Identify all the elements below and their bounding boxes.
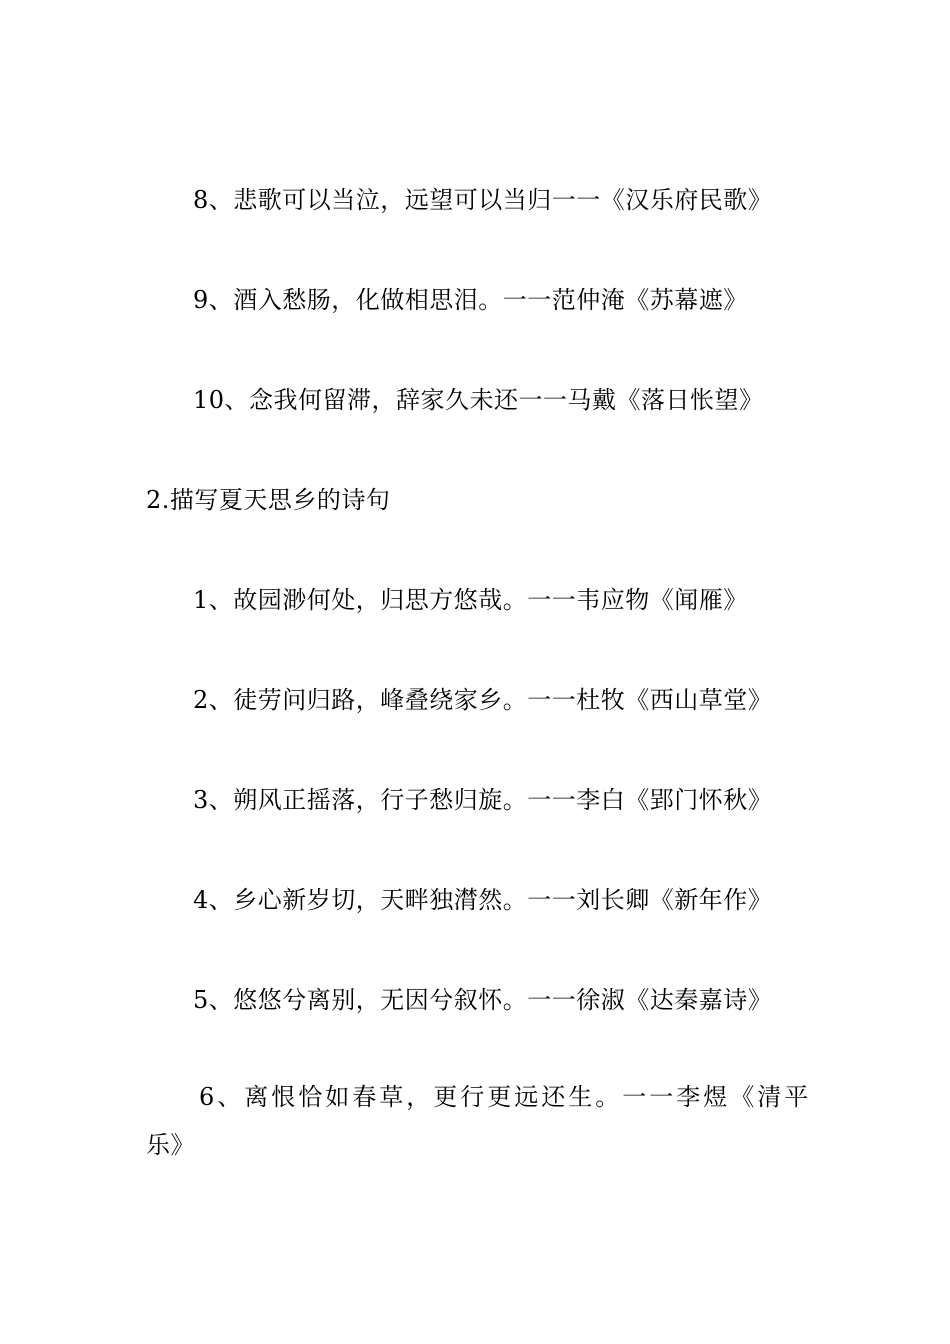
summer-poem-6-line-1: 6、离恨恰如春草，更行更远还生。一一李煜《清平 — [199, 1083, 812, 1111]
summer-poem-6-line-2: 乐》 — [146, 1131, 195, 1159]
summer-poem-2: 2、徒劳问归路，峰叠绕家乡。一一杜牧《西山草堂》 — [193, 686, 773, 714]
summer-poem-1: 1、故园渺何处，归思方悠哉。一一韦应物《闻雁》 — [193, 586, 748, 614]
poem-line-10: 10、念我何留滞，辞家久未还一一马戴《落日怅望》 — [193, 386, 764, 414]
poem-line-8: 8、悲歌可以当泣，远望可以当归一一《汉乐府民歌》 — [193, 186, 773, 214]
summer-poem-3: 3、朔风正摇落，行子愁归旋。一一李白《郢门怀秋》 — [193, 786, 773, 814]
poem-line-9: 9、酒入愁肠，化做相思泪。一一范仲淹《苏幕遮》 — [193, 286, 748, 314]
summer-poem-4: 4、乡心新岁切，天畔独潸然。一一刘长卿《新年作》 — [193, 886, 773, 914]
summer-poem-5: 5、悠悠兮离别，无因兮叙怀。一一徐淑《达秦嘉诗》 — [193, 986, 773, 1014]
section-heading: 2.描写夏天思乡的诗句 — [146, 486, 391, 514]
